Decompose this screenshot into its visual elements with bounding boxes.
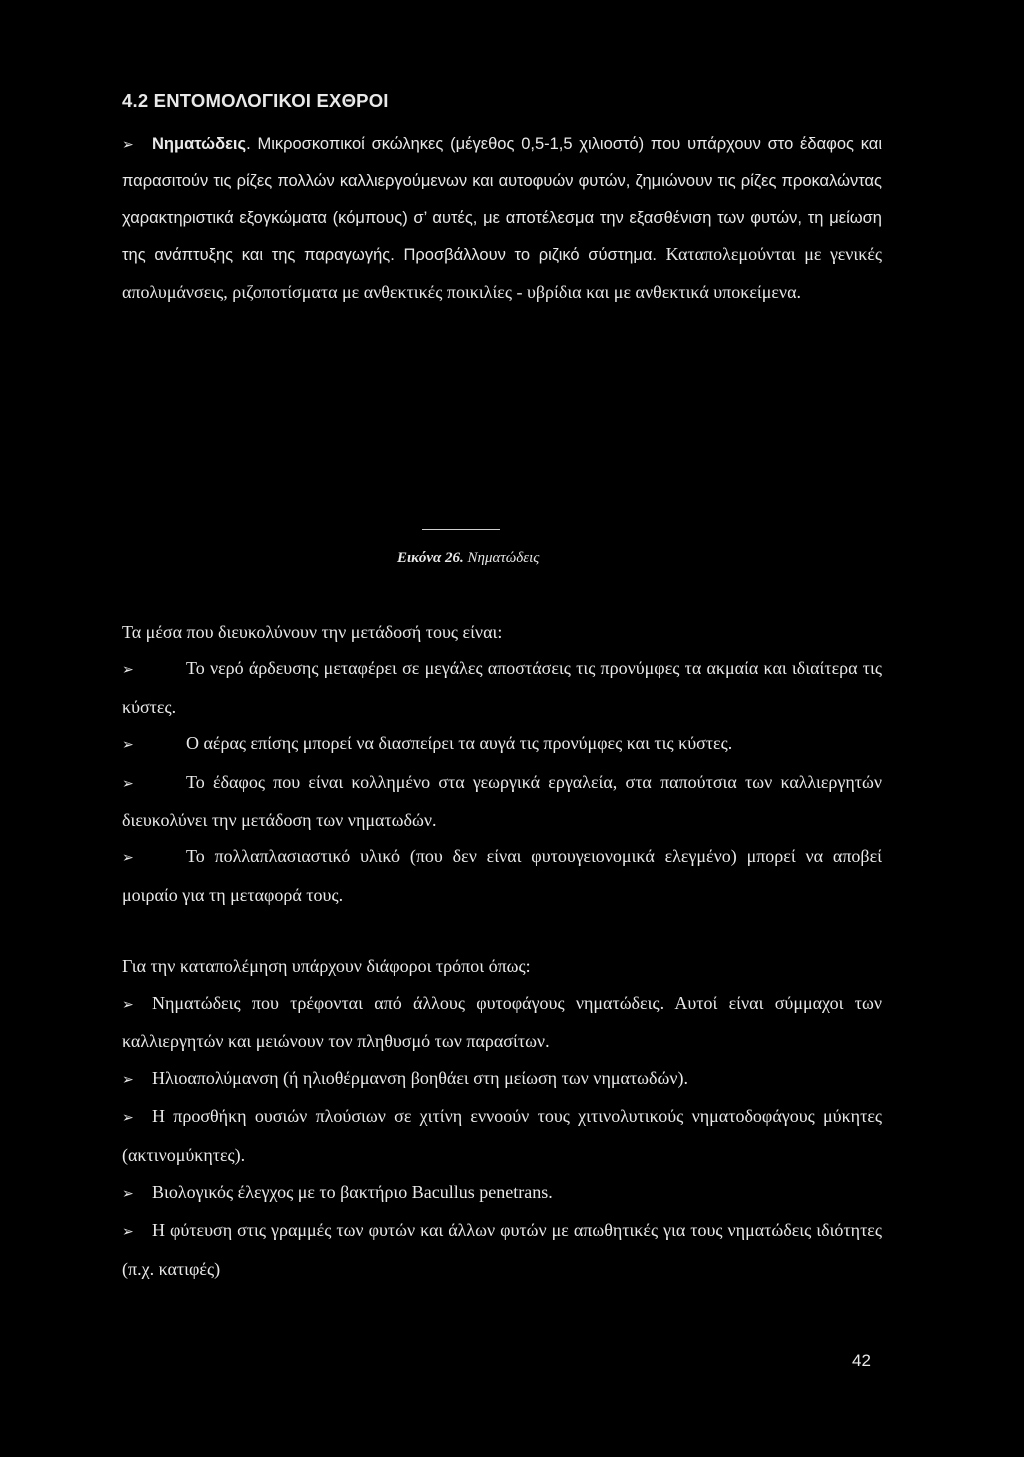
control-methods-section (122, 948, 882, 1287)
figure-caption (397, 550, 539, 567)
arrow-bullet-icon: ➢ (122, 775, 134, 792)
control-lead: Για την καταπολέμηση υπάρχουν διάφοροι τρόποι όπως: (122, 956, 531, 976)
figure-divider (422, 529, 500, 530)
list-item-text: Νηματώδεις που τρέφονται από άλλους φυτοφάγους νηματώδεις. Αυτοί είναι σύμμαχοι των καλλιεργητών και μειώνουν τον πληθυσμό των παρασίτων. (122, 992, 882, 1052)
list-item (122, 1174, 882, 1213)
transmission-lead: Τα μέσα που διευκολύνουν την μετάδοσή τους είναι: (122, 622, 503, 642)
list-item-text: Το πολλαπλασιαστικό υλικό (που δεν είναι φυτουγειονομικά ελεγμένο) μπορεί να αποβεί μοιραίο για τη μεταφορά τους. (122, 846, 882, 905)
arrow-bullet-icon: ➢ (122, 137, 134, 153)
list-item-text: Η φύτευση στις γραμμές των φυτών και άλλων φυτών με απωθητικές για τους νηματώδεις ιδιότητες (π.χ. κατιφές) (122, 1220, 882, 1279)
list-item-text: Βιολογικός έλεγχος με το βακτήριο Bacullus penetrans. (152, 1181, 553, 1202)
arrow-bullet-icon: ➢ (122, 996, 134, 1013)
arrow-bullet-icon: ➢ (122, 1185, 134, 1202)
intro-paragraph (122, 126, 882, 311)
intro-tail: Καταπολεμούνται με γενικές απολυμάνσεις, ριζοποτίσματα με ανθεκτικές ποικιλίες - υβρίδια και με ανθεκτικά υποκείμενα. (122, 244, 883, 302)
list-item (122, 764, 882, 839)
list-item-text: Ο αέρας επίσης μπορεί να διασπείρει τα αυγά τις προνύμφες και τις κύστες. (186, 733, 733, 754)
list-item-text: Το έδαφος που είναι κολλημένο στα γεωργικά εργαλεία, στα παπούτσια των καλλιεργητών διευκολύνει την μετάδοση των νηματωδών. (122, 771, 882, 831)
arrow-bullet-icon: ➢ (122, 1071, 134, 1088)
list-item-text: Ηλιοαπολύμανση (ή ηλιοθέρμανση βοηθάει στη μείωση των νηματωδών). (152, 1067, 688, 1088)
intro-term: Νηματώδεις (152, 135, 247, 153)
list-item (122, 725, 882, 763)
arrow-bullet-icon: ➢ (122, 1224, 134, 1241)
section-heading: 4.2 ΕΝΤΟΜΟΛΟΓΙΚΟΙ ΕΧΘΡΟΙ (122, 90, 389, 111)
arrow-bullet-icon: ➢ (122, 737, 134, 754)
figure-caption-label: Εικόνα 26. (397, 550, 464, 566)
arrow-bullet-icon: ➢ (122, 1110, 134, 1127)
list-item (122, 985, 882, 1060)
list-item (122, 1212, 882, 1287)
list-item-text: Το νερό άρδευσης μεταφέρει σε μεγάλες αποστάσεις τις προνύμφες τα ακμαία και ιδιαίτερα τις κύστες. (122, 658, 882, 717)
list-item (122, 838, 882, 913)
arrow-bullet-icon: ➢ (122, 850, 134, 867)
list-item (122, 1060, 882, 1099)
intro-text: . Μικροσκοπικοί σκώληκες (μέγεθος 0,5-1,5 χιλιοστό) που υπάρχουν στο έδαφος και παρασιτούν τις ρίζες πολλών καλλιεργούμενων και αυτοφυών φυτών, ζημιώνουν τις ρίζες προκαλώντας χαρακτηριστικά εξογκώματα (κόμπους) σ’ αυτές, με αποτέλεσμα την εξασθένιση των φυτών, τη μείωση της ανάπτυξης και της παραγωγής. Προσβάλλουν το ριζικό σύστημα. (122, 135, 882, 265)
figure-caption-text: Νηματώδεις (463, 550, 540, 566)
page-number: 42 (852, 1351, 871, 1370)
list-item-text: Η προσθήκη ουσιών πλούσιων σε χιτίνη εννοούν τους χιτινολυτικούς νηματοδοφάγους μύκητες (ακτινομύκητες). (122, 1106, 882, 1165)
arrow-bullet-icon: ➢ (122, 662, 134, 679)
transmission-means-section (122, 614, 882, 913)
list-item (122, 1098, 882, 1173)
list-item (122, 650, 882, 725)
